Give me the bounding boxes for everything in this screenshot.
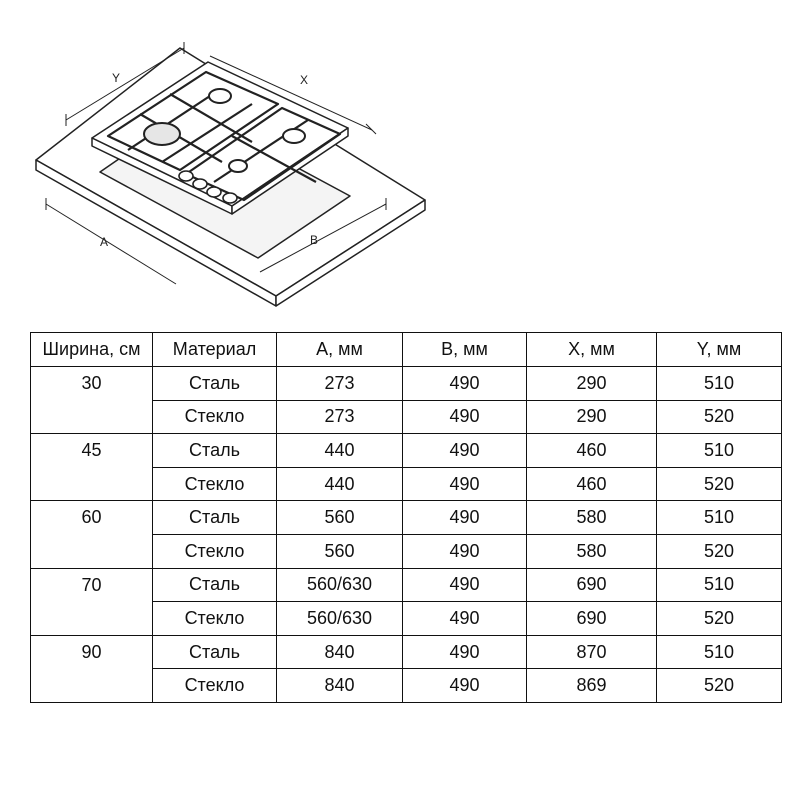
cell-b: 490 bbox=[403, 434, 527, 468]
cell-b: 490 bbox=[403, 534, 527, 568]
dimension-label-y: Y bbox=[112, 71, 121, 85]
cell-x: 290 bbox=[527, 367, 657, 401]
cell-width: 90 bbox=[31, 635, 153, 702]
cell-b: 490 bbox=[403, 467, 527, 501]
header-width: Ширина, см bbox=[31, 333, 153, 367]
cell-y: 510 bbox=[657, 635, 782, 669]
cell-y: 510 bbox=[657, 367, 782, 401]
cell-y: 510 bbox=[657, 568, 782, 602]
header-b: B, мм bbox=[403, 333, 527, 367]
cell-material: Сталь bbox=[153, 434, 277, 468]
cell-a: 840 bbox=[277, 635, 403, 669]
cell-a: 560 bbox=[277, 501, 403, 535]
cell-material: Сталь bbox=[153, 501, 277, 535]
cell-y: 520 bbox=[657, 534, 782, 568]
cell-y: 520 bbox=[657, 467, 782, 501]
cell-b: 490 bbox=[403, 635, 527, 669]
header-y: Y, мм bbox=[657, 333, 782, 367]
cell-width: 60 bbox=[31, 501, 153, 568]
cell-y: 510 bbox=[657, 501, 782, 535]
burner-large bbox=[144, 123, 180, 145]
cell-material: Стекло bbox=[153, 467, 277, 501]
table-body bbox=[31, 367, 782, 703]
cell-y: 510 bbox=[657, 434, 782, 468]
table-row bbox=[31, 434, 782, 468]
burner-rear bbox=[209, 89, 231, 103]
cell-material: Сталь bbox=[153, 635, 277, 669]
cell-y: 520 bbox=[657, 602, 782, 636]
cell-width: 70 bbox=[31, 568, 153, 635]
table-header-row bbox=[31, 333, 782, 367]
cell-x: 690 bbox=[527, 568, 657, 602]
dimension-label-x: X bbox=[300, 73, 309, 87]
burner-right bbox=[283, 129, 305, 143]
cell-material: Сталь bbox=[153, 367, 277, 401]
cell-width: 45 bbox=[31, 434, 153, 501]
header-a: A, мм bbox=[277, 333, 403, 367]
cell-material: Стекло bbox=[153, 602, 277, 636]
cell-a: 273 bbox=[277, 400, 403, 434]
dimension-label-b: B bbox=[310, 233, 319, 247]
cell-x: 870 bbox=[527, 635, 657, 669]
cell-material: Сталь bbox=[153, 568, 277, 602]
cell-material: Стекло bbox=[153, 669, 277, 703]
cell-b: 490 bbox=[403, 367, 527, 401]
cell-y: 520 bbox=[657, 400, 782, 434]
dimensions-table bbox=[30, 332, 782, 703]
cell-y: 520 bbox=[657, 669, 782, 703]
table-row bbox=[31, 568, 782, 602]
cell-a: 440 bbox=[277, 467, 403, 501]
cell-b: 490 bbox=[403, 669, 527, 703]
table-row bbox=[31, 367, 782, 401]
header-material: Материал bbox=[153, 333, 277, 367]
cell-b: 490 bbox=[403, 400, 527, 434]
cell-b: 490 bbox=[403, 501, 527, 535]
table-row bbox=[31, 501, 782, 535]
cell-x: 580 bbox=[527, 534, 657, 568]
cell-a: 440 bbox=[277, 434, 403, 468]
cell-material: Стекло bbox=[153, 400, 277, 434]
cell-x: 869 bbox=[527, 669, 657, 703]
cell-x: 580 bbox=[527, 501, 657, 535]
cell-a: 273 bbox=[277, 367, 403, 401]
cell-x: 290 bbox=[527, 400, 657, 434]
header-x: X, мм bbox=[527, 333, 657, 367]
dimension-label-a: A bbox=[100, 235, 109, 249]
burner-front bbox=[229, 160, 247, 172]
table-row bbox=[31, 635, 782, 669]
cell-a: 840 bbox=[277, 669, 403, 703]
cell-x: 460 bbox=[527, 434, 657, 468]
cell-a: 560/630 bbox=[277, 602, 403, 636]
hob-installation-diagram bbox=[0, 0, 800, 310]
cell-material: Стекло bbox=[153, 534, 277, 568]
cell-b: 490 bbox=[403, 568, 527, 602]
cell-width: 30 bbox=[31, 367, 153, 434]
cell-a: 560 bbox=[277, 534, 403, 568]
cell-x: 460 bbox=[527, 467, 657, 501]
cell-a: 560/630 bbox=[277, 568, 403, 602]
cell-x: 690 bbox=[527, 602, 657, 636]
cell-b: 490 bbox=[403, 602, 527, 636]
